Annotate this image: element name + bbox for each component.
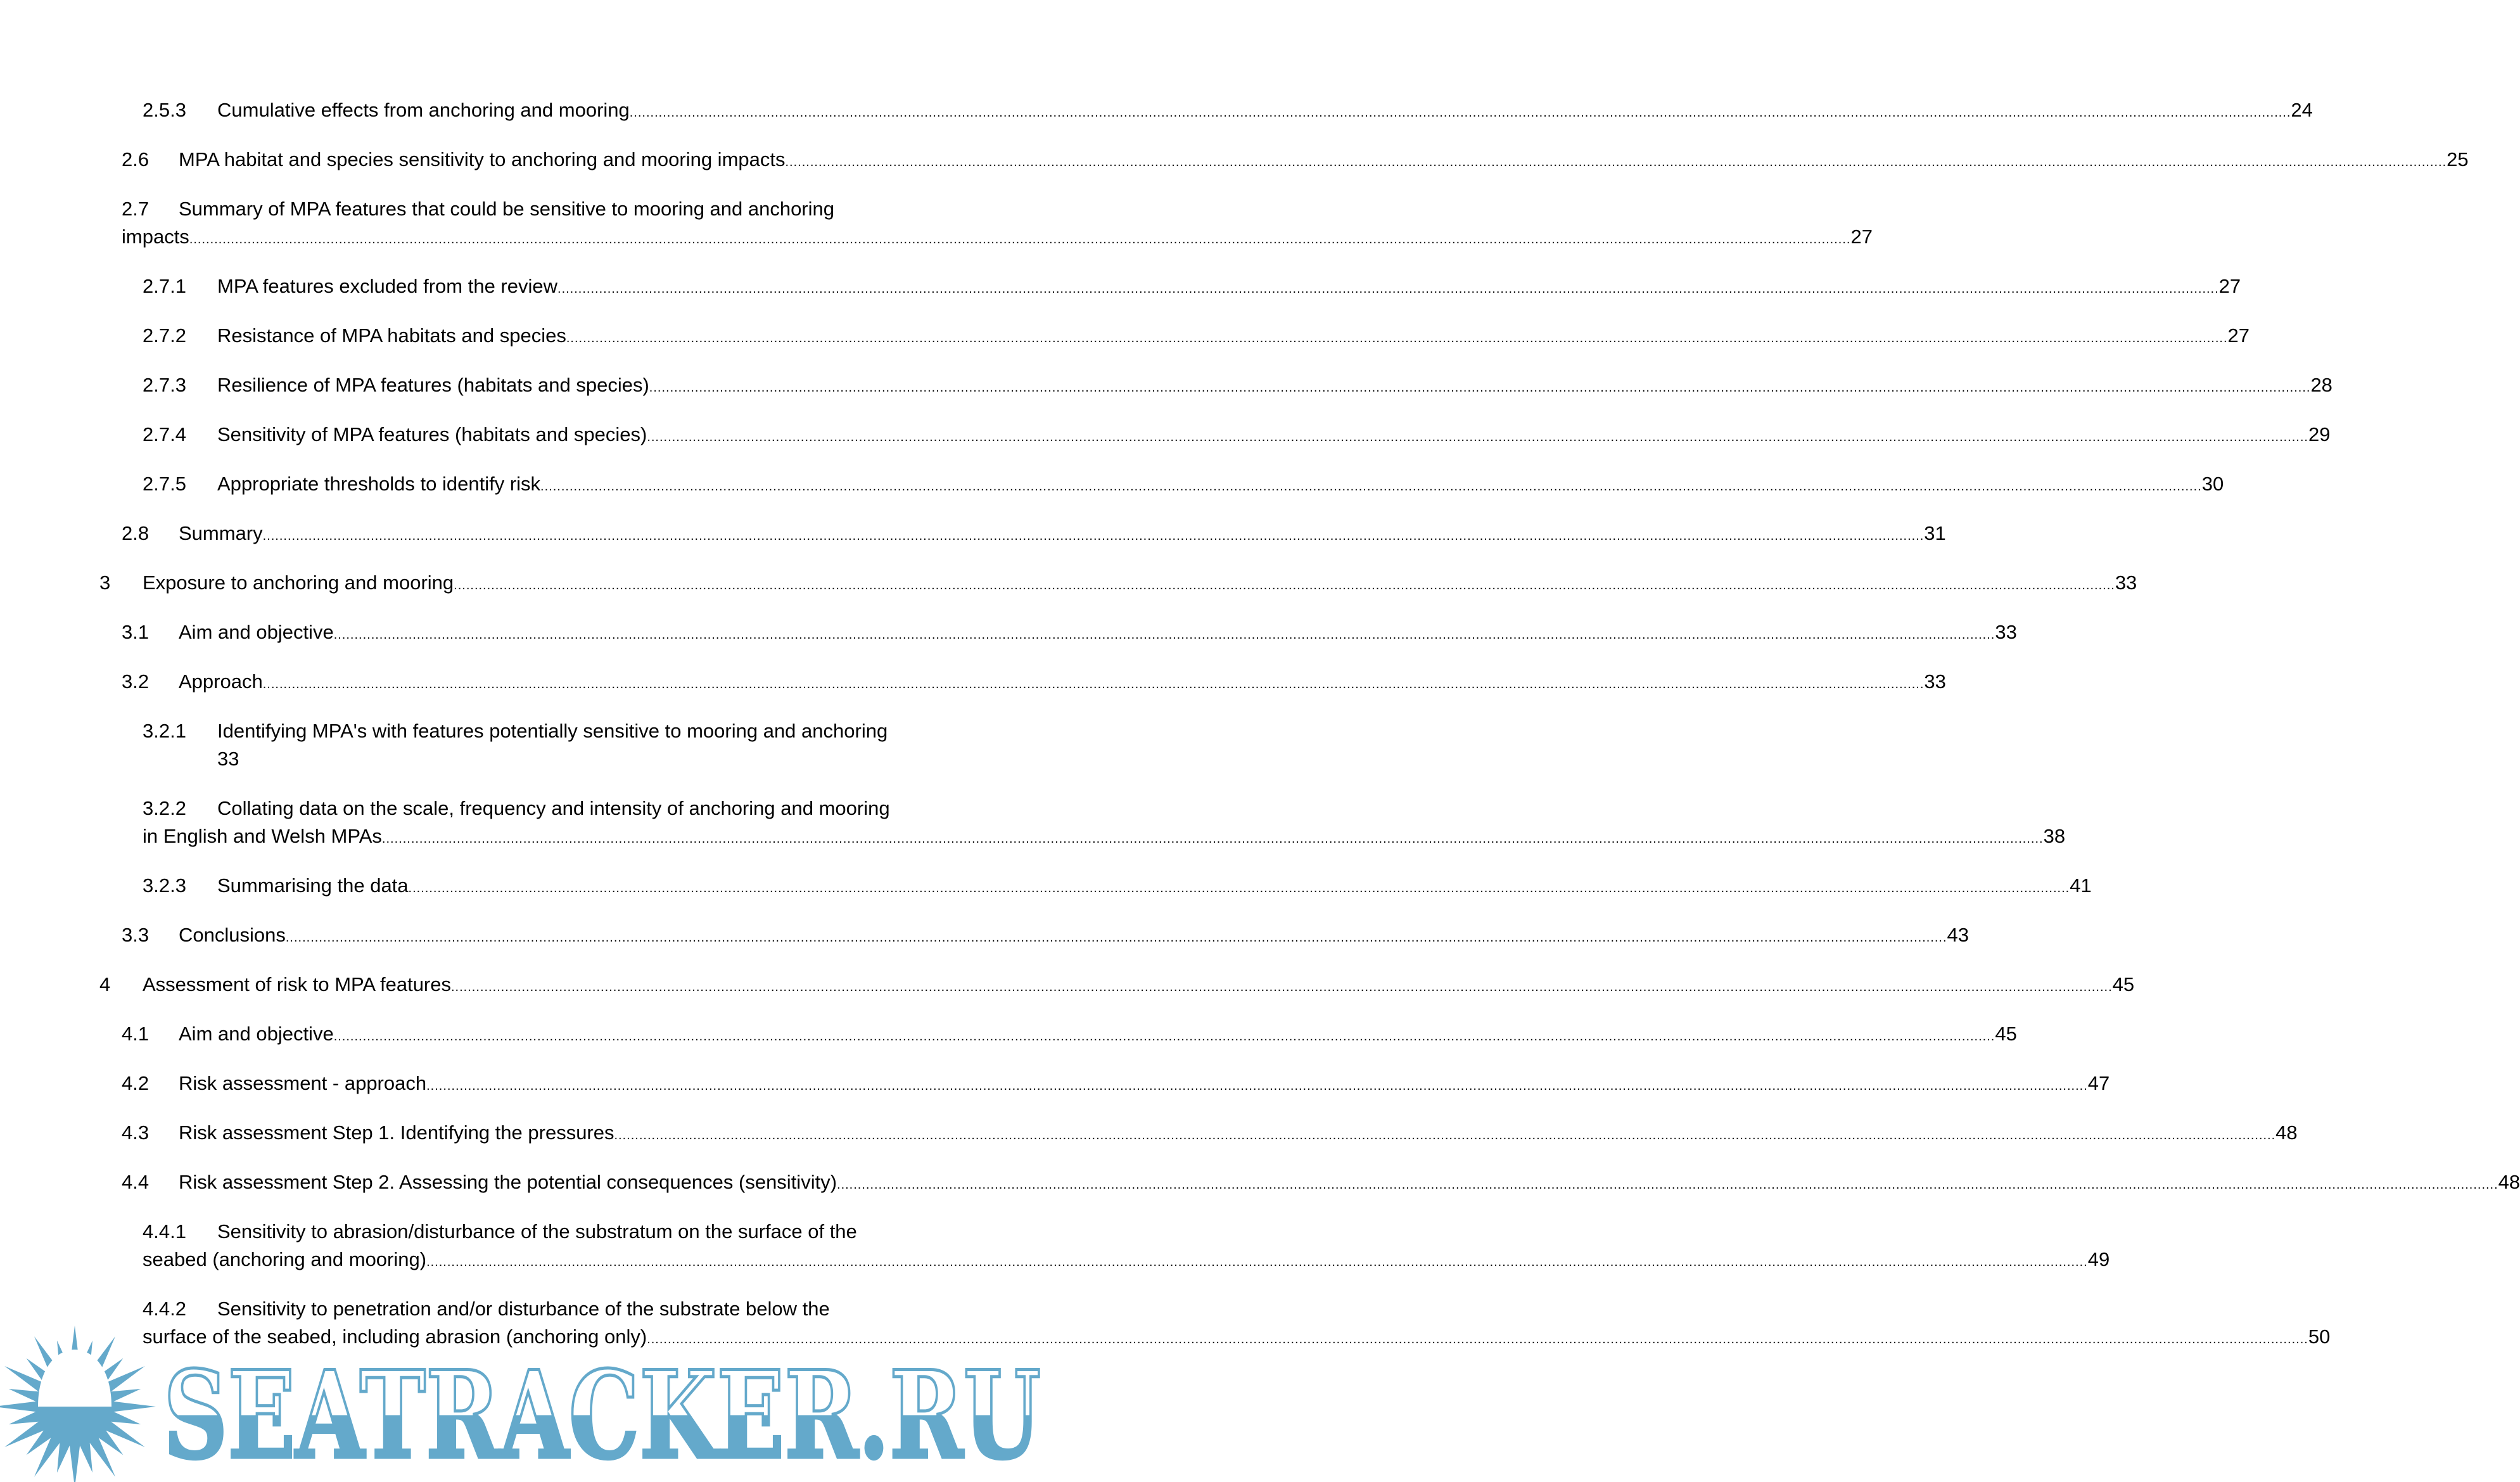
toc-entry[interactable] <box>0 921 1970 949</box>
toc-entry-number: 4.4 <box>122 1171 150 1193</box>
toc-entry-title: Sensitivity to abrasion/disturbance of the substratum on the surface of the <box>217 1220 857 1242</box>
toc-entry[interactable] <box>0 1218 2110 1274</box>
dot-leader: ................................................................................................................................................................................................................................................................................................................................................................................................................ <box>333 1030 1995 1044</box>
toc-entry-title-continued: impacts <box>122 226 189 248</box>
toc-entry-title: Assessment of risk to MPA features <box>143 973 451 995</box>
toc-entry-title: Appropriate thresholds to identify risk <box>217 473 541 495</box>
toc-entry-number: 2.5.3 <box>143 99 186 121</box>
toc-page-number: 29 <box>2308 423 2331 445</box>
toc-entry-title: MPA features excluded from the review <box>217 275 558 297</box>
dot-leader: ................................................................................................................................................................................................................................................................................................................................................................................................................ <box>451 980 2113 994</box>
toc-entry-title: Exposure to anchoring and mooring <box>143 572 454 594</box>
toc-entry[interactable] <box>0 872 2092 900</box>
toc-entry-number: 4.4.2 <box>143 1298 186 1320</box>
toc-entry-title: Summarising the data <box>217 874 409 897</box>
toc-entry-title: MPA habitat and species sensitivity to anchoring and mooring impacts <box>179 148 786 170</box>
toc-entry[interactable] <box>0 668 1946 696</box>
seatracker-watermark <box>0 1324 1048 1482</box>
toc-entry[interactable] <box>0 272 2241 300</box>
toc-entry-title: Collating data on the scale, frequency and intensity of anchoring and mooring <box>217 797 890 819</box>
toc-entry[interactable] <box>0 195 1873 251</box>
toc-entry[interactable] <box>0 1020 2017 1048</box>
toc-entry[interactable] <box>0 520 1946 547</box>
dot-leader: ................................................................................................................................................................................................................................................................................................................................................................................................................ <box>647 1332 2308 1346</box>
toc-entry-title: Identifying MPA's with features potentially sensitive to mooring and anchoring <box>217 720 888 742</box>
toc-entry-title: Conclusions <box>179 924 286 946</box>
toc-entry-number: 4 <box>99 973 111 995</box>
dot-leader: ................................................................................................................................................................................................................................................................................................................................................................................................................ <box>629 106 2291 120</box>
toc-entry-title: Summary <box>179 522 263 544</box>
toc-entry-number: 4.2 <box>122 1072 150 1094</box>
toc-entry-title: Resilience of MPA features (habitats and species) <box>217 374 649 396</box>
toc-entry-title: Summary of MPA features that could be sensitive to mooring and anchoring <box>179 198 835 220</box>
toc-page-number: 30 <box>2201 473 2224 495</box>
toc-entry-number: 3.2 <box>122 670 150 693</box>
toc-entry-number: 2.8 <box>122 522 150 544</box>
dot-leader: ................................................................................................................................................................................................................................................................................................................................................................................................................ <box>333 628 1995 642</box>
toc-page-number: 33 <box>1924 670 1946 693</box>
toc-entry-title: Aim and objective <box>179 1023 334 1045</box>
toc-entry[interactable] <box>0 322 2250 350</box>
dot-leader: ................................................................................................................................................................................................................................................................................................................................................................................................................ <box>540 480 2202 494</box>
dot-leader: ................................................................................................................................................................................................................................................................................................................................................................................................................ <box>189 233 1851 246</box>
toc-page-number: 48 <box>2498 1171 2520 1193</box>
toc-page-number: 45 <box>1995 1023 2017 1045</box>
toc-entry-title-continued: surface of the seabed, including abrasion (anchoring only) <box>143 1325 647 1348</box>
toc-entry-number: 3.2.3 <box>143 874 186 897</box>
dot-leader: ................................................................................................................................................................................................................................................................................................................................................................................................................ <box>614 1128 2276 1142</box>
dot-leader: ................................................................................................................................................................................................................................................................................................................................................................................................................ <box>566 331 2228 345</box>
toc-entry-title-continued: seabed (anchoring and mooring) <box>143 1248 427 1270</box>
toc-entry[interactable] <box>0 1070 2110 1097</box>
toc-page-number: 47 <box>2087 1072 2110 1094</box>
svg-text:SEATRACKER.RU: SEATRACKER.RU <box>163 1345 1041 1482</box>
toc-entry-number: 3.1 <box>122 621 150 643</box>
toc-page-number: 25 <box>2447 148 2469 170</box>
toc-entry-number: 3.3 <box>122 924 150 946</box>
toc-page-number: 33 <box>217 748 239 770</box>
toc-page-number: 33 <box>2115 572 2137 594</box>
dot-leader: ................................................................................................................................................................................................................................................................................................................................................................................................................ <box>649 381 2311 395</box>
toc-entry-title: Approach <box>179 670 263 693</box>
toc-page-number: 27 <box>2218 275 2241 297</box>
toc-entry-title: Resistance of MPA habitats and species <box>217 324 566 347</box>
toc-entry-number: 2.7.2 <box>143 324 186 347</box>
dot-leader: ................................................................................................................................................................................................................................................................................................................................................................................................................ <box>785 155 2447 169</box>
dot-leader: ................................................................................................................................................................................................................................................................................................................................................................................................................ <box>262 529 1925 543</box>
toc-entry[interactable] <box>0 971 2135 999</box>
dot-leader: ................................................................................................................................................................................................................................................................................................................................................................................................................ <box>557 282 2219 296</box>
dot-leader: ................................................................................................................................................................................................................................................................................................................................................................................................................ <box>454 578 2115 592</box>
toc-entry[interactable] <box>0 1119 2298 1147</box>
sun-logo-icon <box>0 1325 156 1482</box>
toc-page-number: 48 <box>2275 1121 2298 1144</box>
toc-entry-number: 2.7.1 <box>143 275 186 297</box>
toc-entry-number: 2.7 <box>122 198 150 220</box>
toc-entry-number: 3.2.2 <box>143 797 186 819</box>
dot-leader: ................................................................................................................................................................................................................................................................................................................................................................................................................ <box>426 1079 2088 1093</box>
toc-page-number: 41 <box>2070 874 2092 897</box>
toc-page-number: 50 <box>2308 1325 2331 1348</box>
toc-page-number: 49 <box>2087 1248 2110 1270</box>
toc-entry[interactable] <box>0 96 2313 124</box>
table-of-contents <box>0 96 2520 1372</box>
toc-page-number: 27 <box>1850 226 1873 248</box>
toc-entry[interactable] <box>0 569 2137 597</box>
toc-entry[interactable] <box>0 717 1048 773</box>
toc-page-number: 24 <box>2291 99 2313 121</box>
toc-entry-title-continued: in English and Welsh MPAs <box>143 825 382 847</box>
toc-entry-number: 4.4.1 <box>143 1220 186 1242</box>
toc-entry-number: 3.2.1 <box>143 720 186 742</box>
toc-page-number: 43 <box>1947 924 1970 946</box>
toc-entry[interactable] <box>0 146 2469 174</box>
toc-entry-number: 4.3 <box>122 1121 150 1144</box>
toc-entry[interactable] <box>0 371 2332 399</box>
toc-entry-title: Risk assessment Step 1. Identifying the pressures <box>179 1121 614 1144</box>
toc-page-number: 28 <box>2310 374 2332 396</box>
dot-leader: ................................................................................................................................................................................................................................................................................................................................................................................................................ <box>408 881 2070 895</box>
toc-page-number: 27 <box>2227 324 2250 347</box>
toc-entry-title: Risk assessment - approach <box>179 1072 427 1094</box>
dot-leader: ................................................................................................................................................................................................................................................................................................................................................................................................................ <box>381 832 2044 846</box>
toc-entry-title: Sensitivity of MPA features (habitats and species) <box>217 423 647 445</box>
toc-entry-number: 2.7.5 <box>143 473 186 495</box>
toc-entry-number: 2.7.4 <box>143 423 186 445</box>
toc-entry[interactable] <box>0 795 2066 850</box>
toc-entry-number: 2.7.3 <box>143 374 186 396</box>
dot-leader: ................................................................................................................................................................................................................................................................................................................................................................................................................ <box>426 1255 2088 1269</box>
toc-entry-title: Sensitivity to penetration and/or disturbance of the substrate below the <box>217 1298 830 1320</box>
toc-entry-number: 3 <box>99 572 111 594</box>
toc-entry[interactable] <box>0 421 2331 449</box>
toc-entry-title: Aim and objective <box>179 621 334 643</box>
dot-leader: ................................................................................................................................................................................................................................................................................................................................................................................................................ <box>837 1178 2498 1192</box>
toc-entry[interactable] <box>0 1168 2520 1196</box>
toc-entry-number: 4.1 <box>122 1023 150 1045</box>
toc-entry-title: Risk assessment Step 2. Assessing the potential consequences (sensitivity) <box>179 1171 837 1193</box>
toc-page-number: 45 <box>2112 973 2135 995</box>
dot-leader: ................................................................................................................................................................................................................................................................................................................................................................................................................ <box>647 430 2308 444</box>
toc-entry-number: 2.6 <box>122 148 150 170</box>
toc-page-number: 33 <box>1995 621 2017 643</box>
toc-entry-title: Cumulative effects from anchoring and mooring <box>217 99 630 121</box>
dot-leader: ................................................................................................................................................................................................................................................................................................................................................................................................................ <box>285 931 1947 945</box>
toc-entry[interactable] <box>0 618 2017 646</box>
toc-page-number: 38 <box>2043 825 2066 847</box>
dot-leader: ................................................................................................................................................................................................................................................................................................................................................................................................................ <box>262 677 1925 691</box>
toc-entry[interactable] <box>0 470 2224 498</box>
toc-page-number: 31 <box>1924 522 1946 544</box>
